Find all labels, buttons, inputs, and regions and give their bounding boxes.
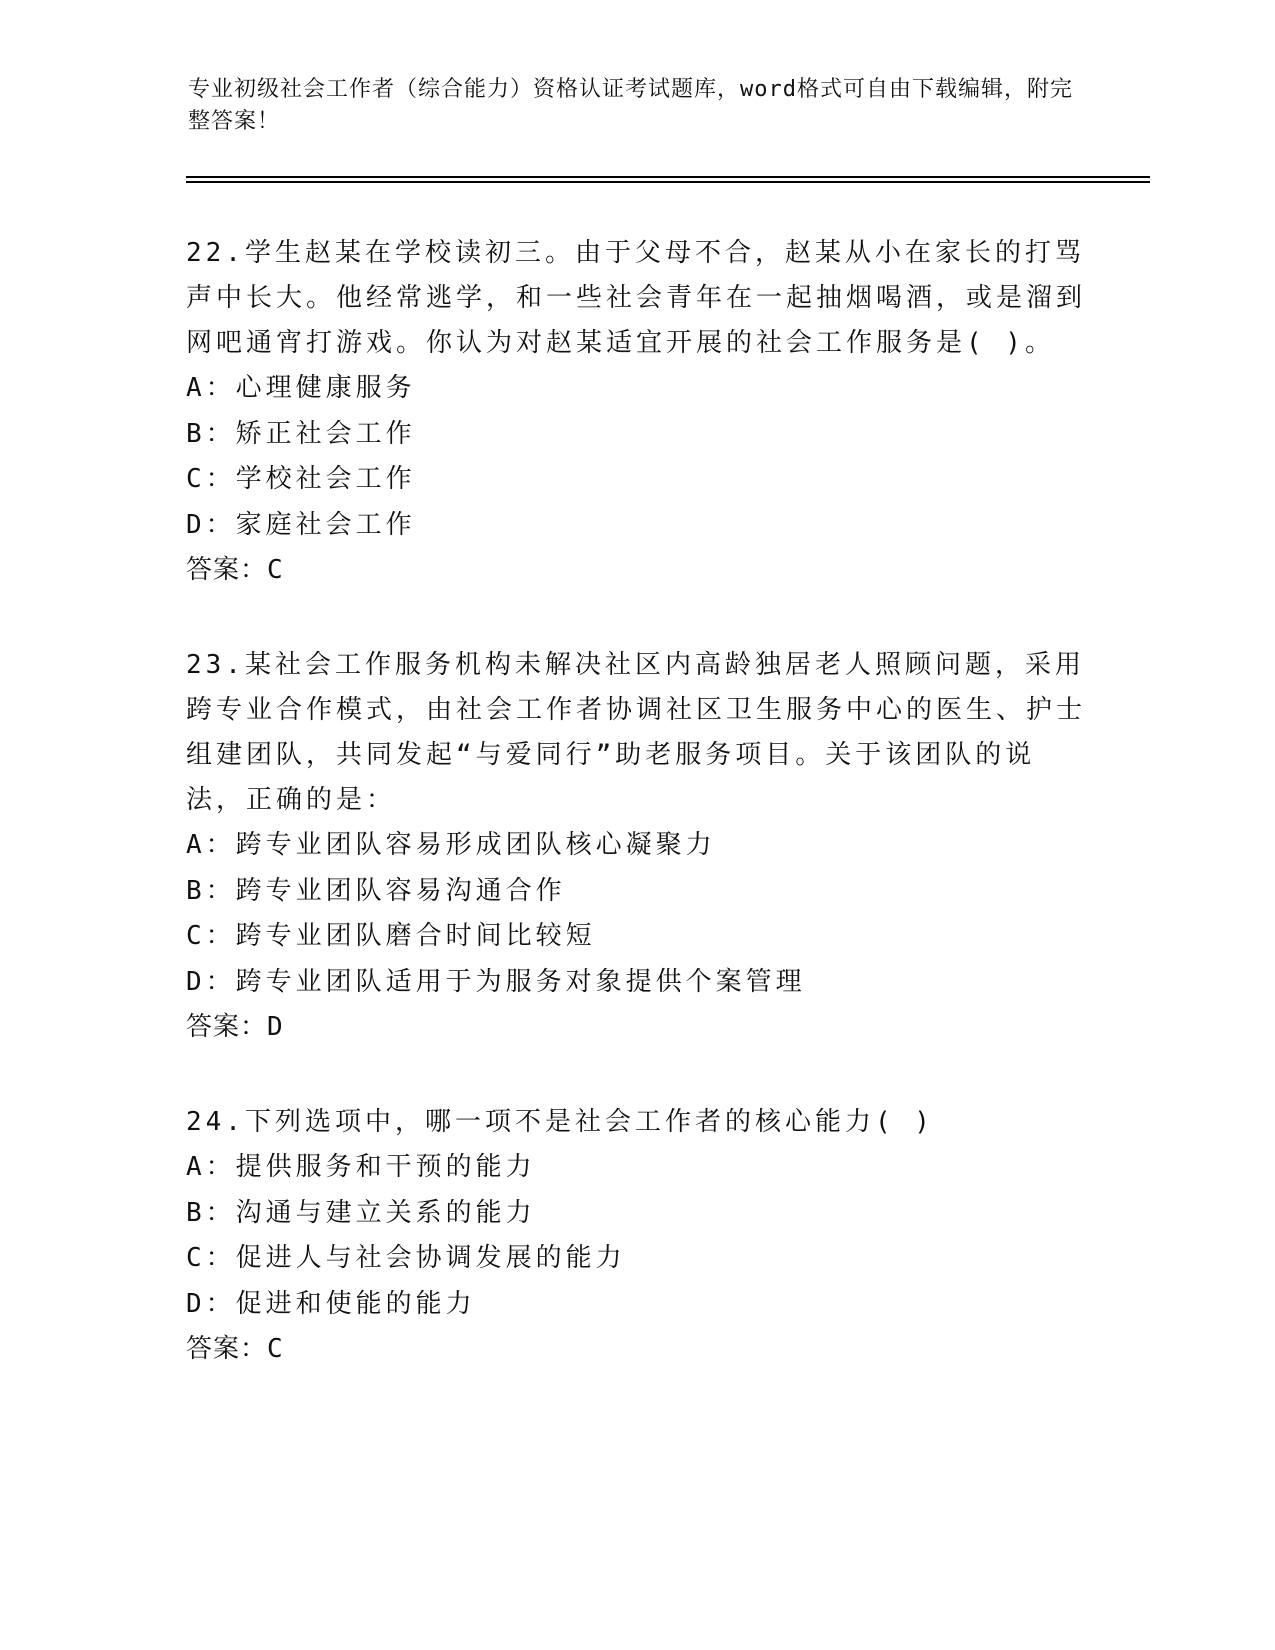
page-header: 专业初级社会工作者（综合能力）资格认证考试题库，word格式可自由下载编辑，附完整答案！ bbox=[188, 77, 1073, 134]
question-stem: 23.某社会工作服务机构未解决社区内高龄独居老人照顾问题，采用跨专业合作模式，由社会工作者协调社区卫生服务中心的医生、护士组建团队，共同发起“与爱同行”助老服务项目。关于该团队的说法，正确的是： bbox=[186, 650, 1087, 815]
answer-label: 答案： bbox=[186, 1334, 268, 1364]
option-d: D：跨专业团队适用于为服务对象提供个案管理 bbox=[186, 966, 806, 997]
option-b: B：沟通与建立关系的能力 bbox=[186, 1197, 536, 1228]
answer-label: 答案： bbox=[186, 555, 268, 585]
option-list bbox=[186, 823, 1086, 1005]
answer-label: 答案： bbox=[186, 1012, 268, 1042]
option-a: A：提供服务和干预的能力 bbox=[186, 1152, 536, 1182]
answer-value: C bbox=[267, 555, 284, 585]
option-list bbox=[186, 366, 1086, 548]
answer-value: C bbox=[267, 1334, 284, 1364]
option-b: B：跨专业团队容易沟通合作 bbox=[186, 875, 566, 906]
header-divider-top bbox=[186, 176, 1150, 178]
header-divider-bottom bbox=[186, 181, 1150, 183]
option-b: B：矫正社会工作 bbox=[186, 418, 416, 449]
option-d: D：家庭社会工作 bbox=[186, 509, 416, 540]
option-c: C：跨专业团队磨合时间比较短 bbox=[186, 921, 596, 951]
question-stem: 22.学生赵某在学校读初三。由于父母不合，赵某从小在家长的打骂声中长大。他经常逃学，和一些社会青年在一起抽烟喝酒，或是溜到网吧通宵打游戏。你认为对赵某适宜开展的社会工作服务是( )。 bbox=[186, 238, 1087, 358]
question-22 bbox=[186, 231, 1086, 594]
option-d: D：促进和使能的能力 bbox=[186, 1288, 476, 1319]
option-a: A：心理健康服务 bbox=[186, 373, 416, 403]
option-c: C：学校社会工作 bbox=[186, 464, 416, 494]
option-a: A：跨专业团队容易形成团队核心凝聚力 bbox=[186, 830, 716, 860]
answer-line bbox=[186, 1005, 1086, 1051]
answer-line bbox=[186, 548, 1086, 594]
question-23 bbox=[186, 643, 1086, 1051]
question-stem: 24.下列选项中，哪一项不是社会工作者的核心能力( ) bbox=[186, 1107, 934, 1137]
answer-value: D bbox=[267, 1012, 284, 1042]
option-c: C：促进人与社会协调发展的能力 bbox=[186, 1243, 626, 1273]
answer-line bbox=[186, 1327, 1086, 1373]
question-24 bbox=[186, 1100, 1086, 1373]
option-list bbox=[186, 1145, 1086, 1327]
